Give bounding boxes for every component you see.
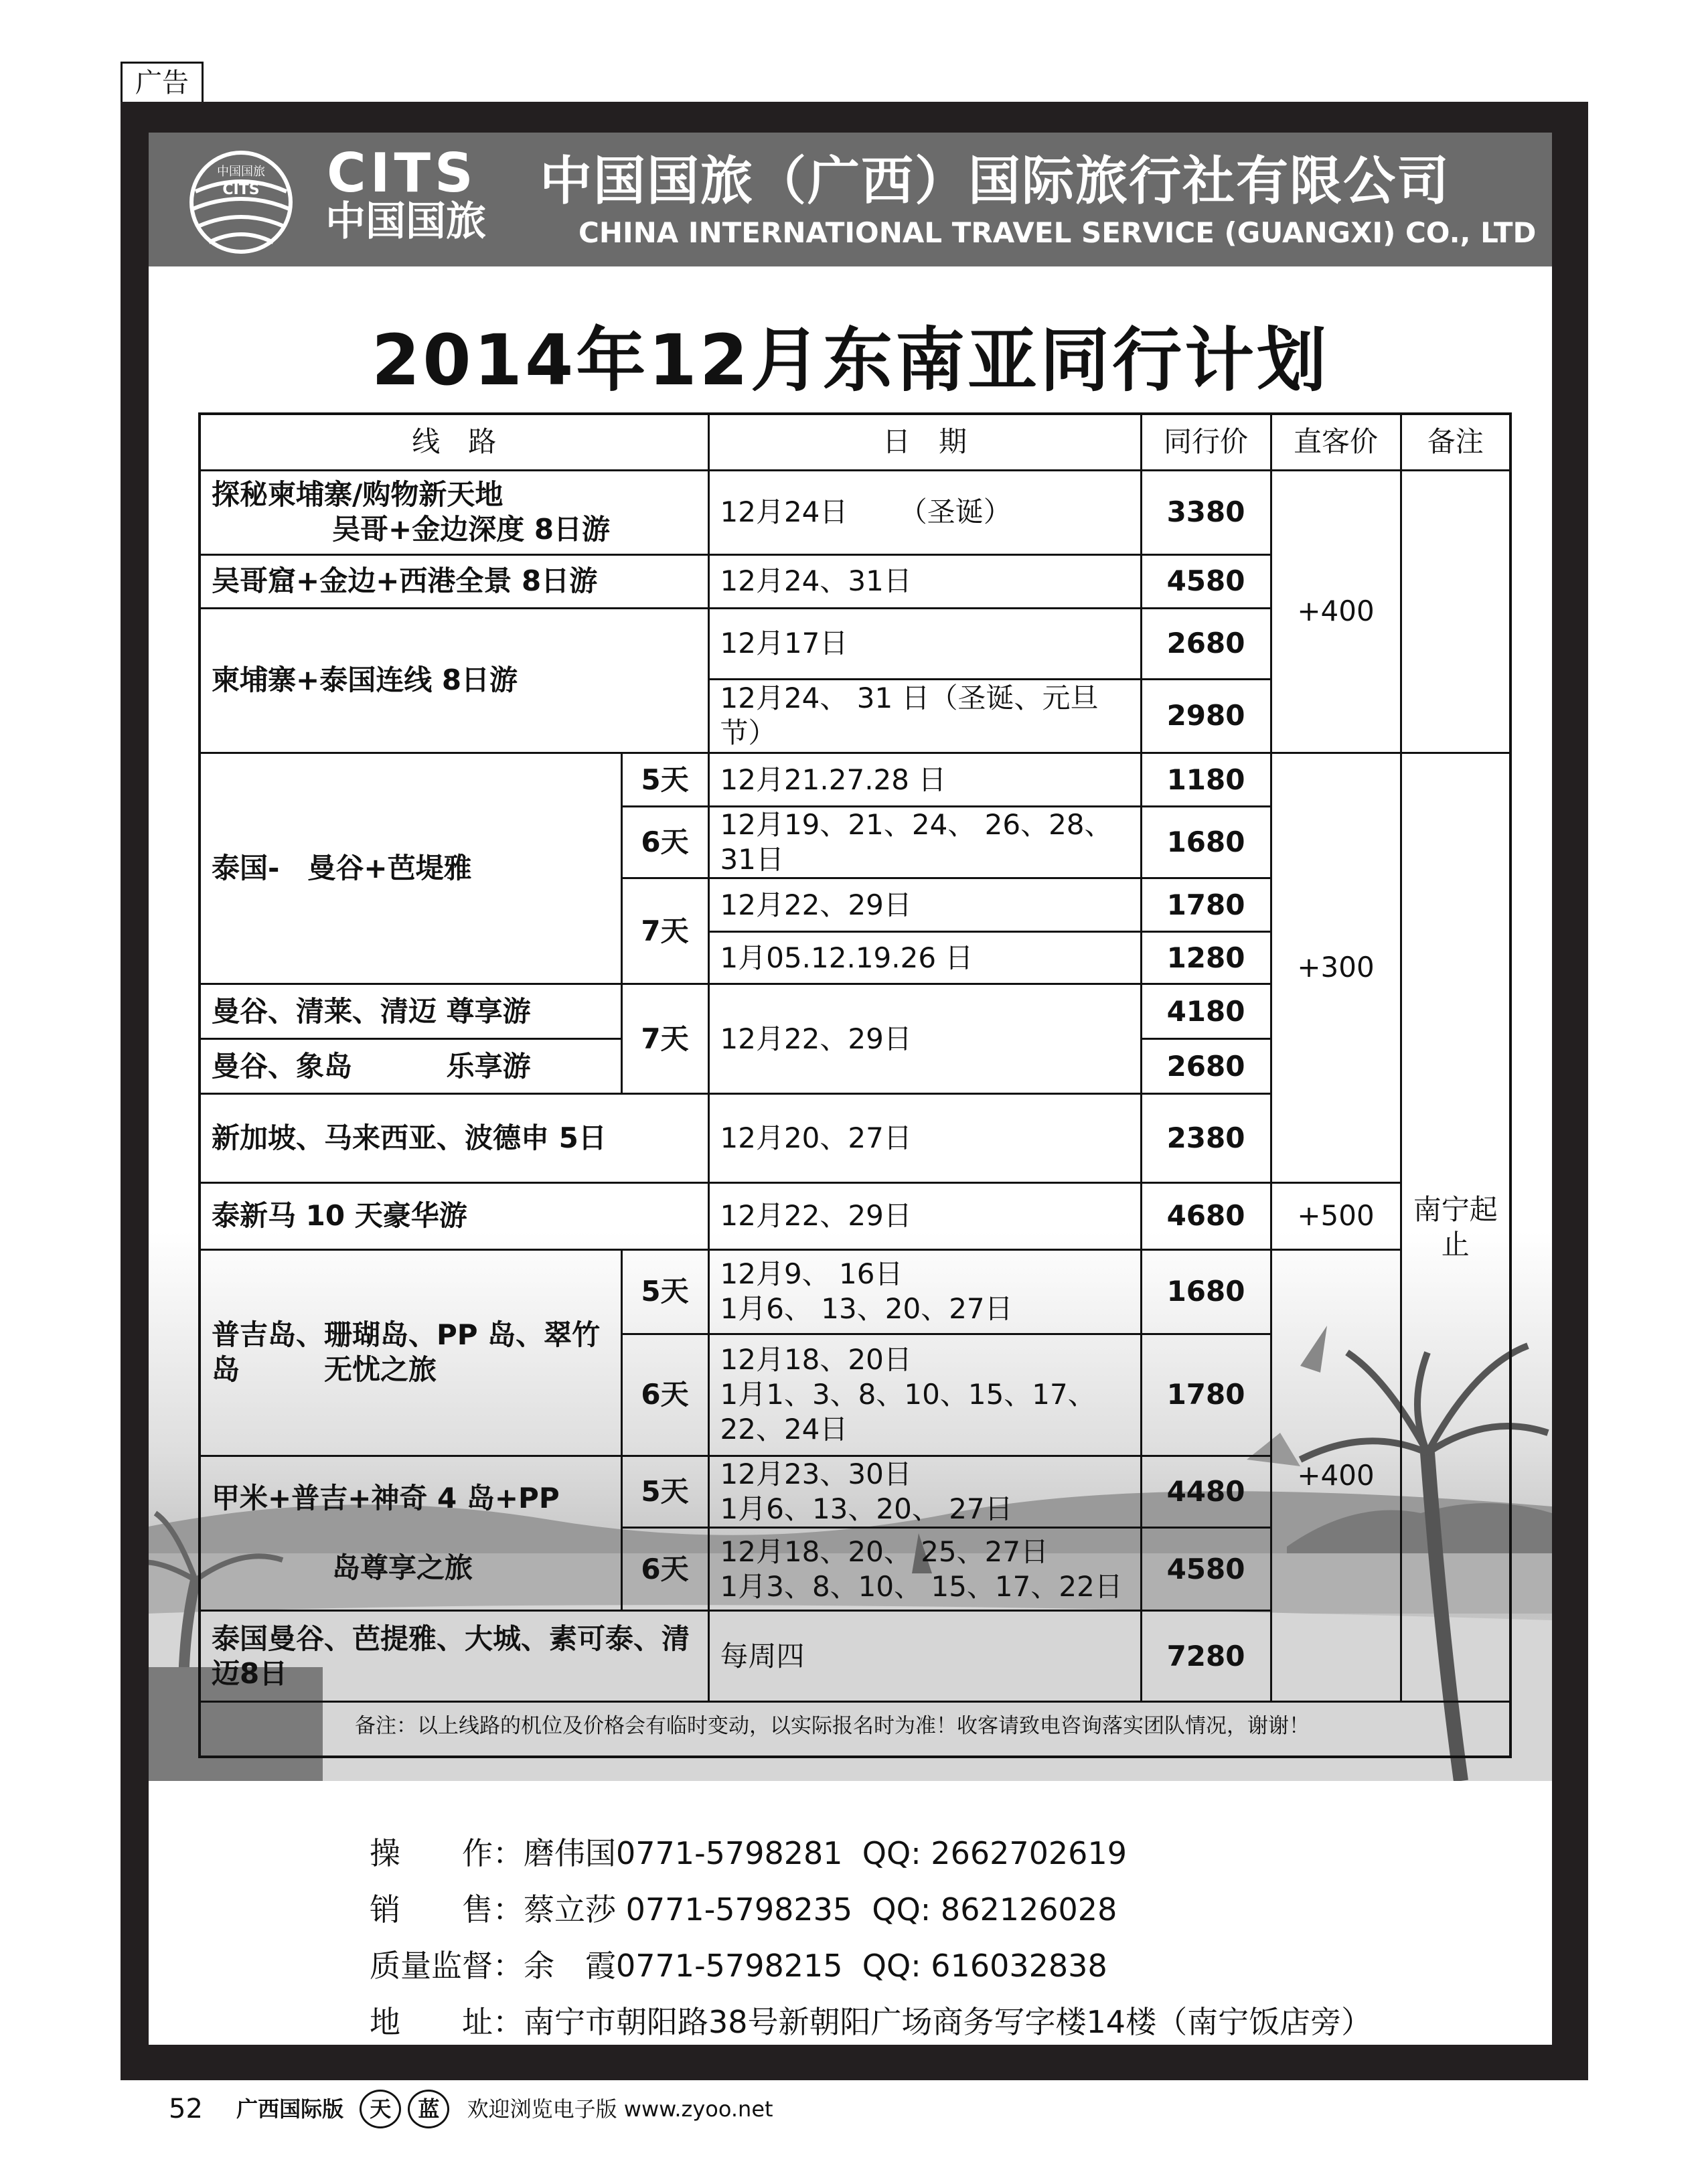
date-cell: 12月22、29日 (708, 1182, 1141, 1249)
days-cell: 6天 (621, 1528, 708, 1611)
contact-operation: 操 作：磨伟国0771-5798281 QQ: 2662702619 (370, 1835, 1127, 1871)
ad-tag: 广告 (121, 62, 204, 104)
price-cell: 4580 (1141, 1528, 1271, 1611)
remark-cell (1401, 470, 1510, 753)
header-date: 日 期 (708, 414, 1141, 470)
date-cell: 12月19、21、24、 26、28、31日 (708, 807, 1141, 878)
price-cell: 1680 (1141, 807, 1271, 878)
retail-price-cell: +400 (1271, 1249, 1401, 1702)
route-cell: 吴哥窟+金边+西港全景 8日游 (200, 554, 708, 608)
price-cell: 4680 (1141, 1182, 1271, 1249)
circle-logo-icon: 蓝 (408, 2090, 449, 2128)
route-line: 岛尊享之旅 (332, 1551, 473, 1585)
route-cell: 柬埔寨+泰国连线 8日游 (200, 608, 708, 753)
date-cell: 12月20、27日 (708, 1094, 1141, 1182)
route-cell: 普吉岛、珊瑚岛、PP 岛、翠竹岛 无忧之旅 (200, 1249, 621, 1456)
contact-sales: 销 售：蔡立莎 0771-5798235 QQ: 862126028 (370, 1891, 1117, 1928)
header-retail-price: 直客价 (1271, 414, 1401, 470)
price-cell: 1780 (1141, 878, 1271, 932)
company-name-en: CHINA INTERNATIONAL TRAVEL SERVICE (GUANGXI) CO., LTD (578, 216, 1537, 249)
tour-plan-table (198, 412, 1512, 1758)
date-cell (708, 1249, 1141, 1334)
retail-price-cell: +300 (1271, 753, 1401, 1182)
date-line: 12月18、20、 25、27日 (720, 1535, 1049, 1568)
company-name-zh: 中国国旅（广西）国际旅行社有限公司 (540, 151, 1451, 212)
page-number: 52 (169, 2094, 203, 2124)
days-cell: 6天 (621, 1334, 708, 1456)
date-line: 1月6、 13、20、27日 (720, 1292, 1013, 1326)
date-cell: 12月24日 （圣诞） (708, 470, 1141, 554)
table-header-row (200, 414, 1510, 470)
price-cell: 4180 (1141, 984, 1271, 1039)
price-cell: 2680 (1141, 1039, 1271, 1094)
days-cell: 7天 (621, 984, 708, 1094)
page-title: 2014年12月东南亚同行计划 (371, 319, 1330, 401)
price-cell: 1280 (1141, 932, 1271, 984)
date-cell: 12月17日 (708, 608, 1141, 679)
table-row (200, 1182, 1510, 1249)
date-cell: 12月24、31日 (708, 554, 1141, 608)
days-cell: 5天 (621, 1249, 708, 1334)
date-line: 1月3、8、10、 15、17、22日 (720, 1569, 1123, 1603)
route-line: 吴哥+金边深度 8日游 (332, 513, 611, 546)
date-line: 12月9、 16日 (720, 1257, 903, 1291)
table-row (200, 470, 1510, 554)
date-cell (708, 1456, 1141, 1527)
price-cell: 2980 (1141, 679, 1271, 753)
globe-logo-icon (182, 145, 300, 257)
date-line: 1月6、13、20、 27日 (720, 1492, 1013, 1526)
price-cell: 3380 (1141, 470, 1271, 554)
remark-cell: 南宁起止 (1401, 753, 1510, 1701)
route-line: 探秘柬埔寨/购物新天地 (212, 478, 503, 512)
days-cell: 5天 (621, 1456, 708, 1527)
date-cell: 12月22、29日 (708, 878, 1141, 932)
route-cell: 新加坡、马来西亚、波德申 5日 (200, 1094, 708, 1182)
price-cell: 1180 (1141, 753, 1271, 806)
contact-address: 地 址：南宁市朝阳路38号新朝阳广场商务写字楼14楼（南宁饭店旁） (370, 2004, 1373, 2040)
circle-logo-icon: 天 (360, 2090, 401, 2128)
header-trade-price: 同行价 (1141, 414, 1271, 470)
route-cell: 曼谷、象岛 乐享游 (200, 1039, 621, 1094)
price-cell: 2680 (1141, 608, 1271, 679)
date-cell: 12月22、29日 (708, 984, 1141, 1094)
date-cell: 1月05.12.19.26 日 (708, 932, 1141, 984)
date-cell (708, 1528, 1141, 1611)
page-footer (169, 2086, 773, 2133)
route-cell: 泰国- 曼谷+芭堤雅 (200, 753, 621, 984)
days-cell: 5天 (621, 753, 708, 806)
edition-label: 广西国际版 (236, 2096, 344, 2122)
logo-text: CITS (327, 142, 477, 204)
date-line: 12月23、30日 (720, 1458, 912, 1491)
date-line: 12月18、20日 (720, 1343, 912, 1377)
price-cell: 1680 (1141, 1249, 1271, 1334)
price-cell: 7280 (1141, 1611, 1271, 1702)
globe-text-top: 中国国旅 (217, 165, 265, 179)
price-cell: 4580 (1141, 554, 1271, 608)
route-cell: 泰新马 10 天豪华游 (200, 1182, 708, 1249)
date-line: 1月1、3、8、10、15、17、22、24日 (720, 1378, 1096, 1446)
price-cell: 4480 (1141, 1456, 1271, 1527)
route-cell (200, 470, 708, 554)
logo-zh: 中国国旅 (325, 198, 486, 245)
note-text: 备注：以上线路的机位及价格会有临时变动，以实际报名时为准！收客请致电咨询落实团队情况，谢谢！ (355, 1714, 1310, 1738)
table-row (200, 753, 1510, 806)
route-cell (200, 1456, 621, 1610)
route-cell: 曼谷、清莱、清迈 尊享游 (200, 984, 621, 1039)
date-cell: 每周四 (708, 1611, 1141, 1702)
header-route: 线 路 (200, 414, 708, 470)
route-cell: 泰国曼谷、芭提雅、大城、素可泰、清迈8日 (200, 1611, 708, 1702)
days-cell: 6天 (621, 807, 708, 878)
retail-price-cell: +500 (1271, 1182, 1401, 1249)
route-line: 甲米+普吉+神奇 4 岛+PP (212, 1482, 560, 1515)
contact-block (370, 1825, 1372, 2050)
date-cell: 12月21.27.28 日 (708, 753, 1141, 806)
globe-text-mid: CITS (222, 181, 260, 198)
table-row (200, 1249, 1510, 1334)
contact-quality: 质量监督：余 霞0771-5798215 QQ: 616032838 (370, 1948, 1107, 1984)
retail-price-cell: +400 (1271, 470, 1401, 753)
price-cell: 1780 (1141, 1334, 1271, 1456)
header-remark: 备注 (1401, 414, 1510, 470)
days-cell: 7天 (621, 878, 708, 984)
price-cell: 2380 (1141, 1094, 1271, 1182)
date-cell: 12月24、 31 日（圣诞、元旦节） (708, 679, 1141, 753)
website-text: 欢迎浏览电子版 www.zyoo.net (467, 2096, 773, 2122)
date-cell (708, 1334, 1141, 1456)
